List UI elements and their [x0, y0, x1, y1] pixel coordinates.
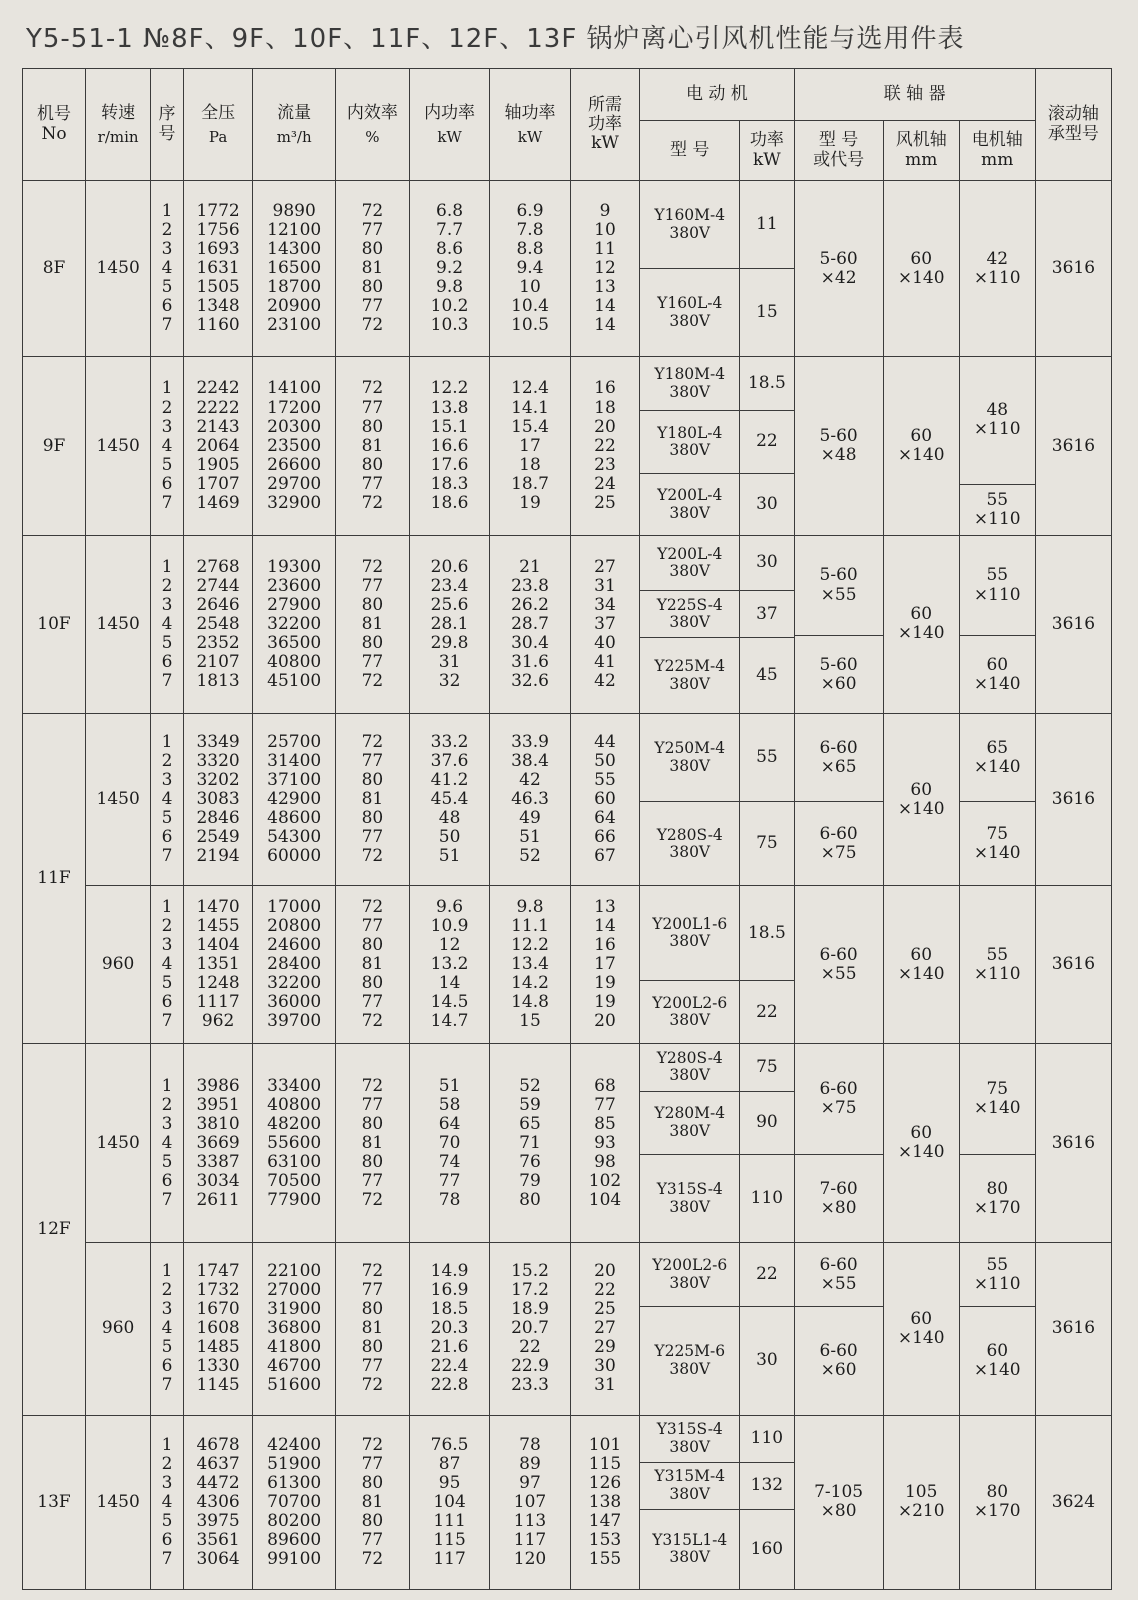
- motor-power-cell: 132: [740, 1462, 794, 1509]
- inner-power-cell: 20.6 23.4 25.6 28.1 29.8 31 32: [409, 535, 489, 713]
- motor-shaft-cell: 80 ×170: [959, 1415, 1035, 1589]
- motor-power-cell: 15: [740, 269, 794, 357]
- pressure-cell: 1747 1732 1670 1608 1485 1330 1145: [183, 1243, 253, 1415]
- speed-cell: 1450: [86, 535, 151, 713]
- motor-model-cell: Y315L1-4 380V: [640, 1509, 740, 1589]
- fan-shaft-cell: 60 ×140: [883, 535, 959, 713]
- motor-shaft-cell: 48 ×110: [959, 357, 1035, 484]
- shaft-power-cell: 52 59 65 71 76 79 80: [490, 1044, 570, 1243]
- coupling-model-cell: 5-60 ×42: [794, 181, 883, 357]
- motor-shaft-cell: 65 ×140: [959, 714, 1035, 802]
- coupling-model-cell: 6-60 ×65: [794, 714, 883, 802]
- motor-power-cell: 30: [740, 474, 794, 536]
- flow-cell: 42400 51900 61300 70700 80200 89600 99100: [253, 1415, 336, 1589]
- header-speed-unit: r/min: [97, 127, 139, 146]
- header-coupling-group: 联 轴 器: [794, 69, 1035, 121]
- motor-model-cell: Y250M-4 380V: [640, 714, 740, 802]
- header-shaft-power: [490, 69, 570, 181]
- header-inner-power-unit: kW: [437, 127, 462, 146]
- header-inner-eff-label: 内效率: [346, 102, 398, 123]
- motor-shaft-cell: 75 ×140: [959, 1044, 1035, 1155]
- motor-power-cell: 37: [740, 591, 794, 638]
- coupling-model-cell: 6-60 ×55: [794, 886, 883, 1044]
- pressure-cell: 3349 3320 3202 3083 2846 2549 2194: [183, 714, 253, 886]
- motor-model-cell: Y200L2-6 380V: [640, 1243, 740, 1307]
- eff-cell: 72 77 80 81 80 77 72: [335, 1415, 409, 1589]
- req-power-cell: 44 50 55 60 64 66 67: [570, 714, 640, 886]
- speed-cell: 1450: [86, 1044, 151, 1243]
- pressure-cell: 4678 4637 4472 4306 3975 3561 3064: [183, 1415, 253, 1589]
- coupling-model-cell: 6-60 ×60: [794, 1306, 883, 1415]
- motor-model-cell: Y200L-4 380V: [640, 474, 740, 536]
- motor-power-cell: 75: [740, 1044, 794, 1091]
- header-motor-model: 型 号: [640, 121, 740, 181]
- eff-cell: 72 77 80 81 80 77 72: [335, 1044, 409, 1243]
- motor-model-cell: Y315S-4 380V: [640, 1155, 740, 1243]
- bearing-cell: 3616: [1035, 1243, 1111, 1415]
- performance-table: [22, 68, 1112, 1590]
- flow-cell: 22100 27000 31900 36800 41800 46700 51600: [253, 1243, 336, 1415]
- req-power-cell: 20 22 25 27 29 30 31: [570, 1243, 640, 1415]
- motor-power-cell: 110: [740, 1415, 794, 1462]
- flow-cell: 9890 12100 14300 16500 18700 20900 23100: [253, 181, 336, 357]
- bearing-cell: 3616: [1035, 181, 1111, 357]
- motor-power-cell: 22: [740, 980, 794, 1044]
- shaft-power-cell: 33.9 38.4 42 46.3 49 51 52: [490, 714, 570, 886]
- motor-model-cell: Y180M-4 380V: [640, 357, 740, 410]
- pressure-cell: 3986 3951 3810 3669 3387 3034 2611: [183, 1044, 253, 1243]
- inner-power-cell: 14.9 16.9 18.5 20.3 21.6 22.4 22.8: [409, 1243, 489, 1415]
- header-flow: [253, 69, 336, 181]
- motor-model-cell: Y315S-4 380V: [640, 1415, 740, 1462]
- inner-power-cell: 12.2 13.8 15.1 16.6 17.6 18.3 18.6: [409, 357, 489, 535]
- header-pressure-unit: Pa: [208, 127, 228, 146]
- header-seq: 序 号: [151, 69, 184, 181]
- motor-model-cell: Y160L-4 380V: [640, 269, 740, 357]
- flow-cell: 25700 31400 37100 42900 48600 54300 60000: [253, 714, 336, 886]
- coupling-model-cell: 6-60 ×75: [794, 802, 883, 886]
- header-shaft-power-label: 轴功率: [504, 102, 556, 123]
- coupling-model-cell: 6-60 ×75: [794, 1044, 883, 1155]
- header-pressure-label: 全压: [201, 102, 236, 123]
- header-speed: [86, 69, 151, 181]
- motor-shaft-cell: 42 ×110: [959, 181, 1035, 357]
- motor-shaft-cell: 55 ×110: [959, 535, 1035, 635]
- shaft-power-cell: 21 23.8 26.2 28.7 30.4 31.6 32.6: [490, 535, 570, 713]
- bearing-cell: 3624: [1035, 1415, 1111, 1589]
- pressure-cell: 1470 1455 1404 1351 1248 1117 962: [183, 886, 253, 1044]
- motor-shaft-cell: 55 ×110: [959, 1243, 1035, 1307]
- inner-power-cell: 6.8 7.7 8.6 9.2 9.8 10.2 10.3: [409, 181, 489, 357]
- req-power-cell: 13 14 16 17 19 19 20: [570, 886, 640, 1044]
- header-speed-label: 转速: [101, 102, 136, 123]
- motor-model-cell: Y200L-4 380V: [640, 535, 740, 590]
- bearing-cell: 3616: [1035, 886, 1111, 1044]
- motor-shaft-cell: 55 ×110: [959, 484, 1035, 535]
- motor-power-cell: 90: [740, 1091, 794, 1155]
- eff-cell: 72 77 80 81 80 77 72: [335, 886, 409, 1044]
- motor-model-cell: Y200L2-6 380V: [640, 980, 740, 1044]
- pressure-cell: 1772 1756 1693 1631 1505 1348 1160: [183, 181, 253, 357]
- motor-model-cell: Y200L1-6 380V: [640, 886, 740, 980]
- req-power-cell: 16 18 20 22 23 24 25: [570, 357, 640, 535]
- pressure-cell: 2242 2222 2143 2064 1905 1707 1469: [183, 357, 253, 535]
- fan-no-11f: 11F: [23, 714, 86, 1044]
- motor-power-cell: 22: [740, 410, 794, 474]
- bearing-cell: 3616: [1035, 535, 1111, 713]
- coupling-model-cell: 5-60 ×60: [794, 636, 883, 714]
- seq-cell: 1 2 3 4 5 6 7: [151, 886, 184, 1044]
- fan-no-13f: 13F: [23, 1415, 86, 1589]
- header-shaft-power-unit: kW: [517, 127, 543, 146]
- seq-cell: 1 2 3 4 5 6 7: [151, 357, 184, 535]
- motor-model-cell: Y280S-4 380V: [640, 1044, 740, 1091]
- bearing-cell: 3616: [1035, 357, 1111, 535]
- speed-cell: 1450: [86, 181, 151, 357]
- bearing-cell: 3616: [1035, 1044, 1111, 1243]
- eff-cell: 72 77 80 81 80 77 72: [335, 1243, 409, 1415]
- speed-cell: 960: [86, 1243, 151, 1415]
- fan-shaft-cell: 60 ×140: [883, 181, 959, 357]
- fan-no-9f: 9F: [23, 357, 86, 535]
- seq-cell: 1 2 3 4 5 6 7: [151, 1243, 184, 1415]
- seq-cell: 1 2 3 4 5 6 7: [151, 181, 184, 357]
- motor-power-cell: 22: [740, 1243, 794, 1307]
- shaft-power-cell: 12.4 14.1 15.4 17 18 18.7 19: [490, 357, 570, 535]
- fan-no-10f: 10F: [23, 535, 86, 713]
- header-flow-label: 流量: [277, 102, 312, 123]
- pressure-cell: 2768 2744 2646 2548 2352 2107 1813: [183, 535, 253, 713]
- header-inner-power-label: 内功率: [424, 102, 476, 123]
- flow-cell: 19300 23600 27900 32200 36500 40800 45100: [253, 535, 336, 713]
- eff-cell: 72 77 80 81 80 77 72: [335, 714, 409, 886]
- shaft-power-cell: 78 89 97 107 113 117 120: [490, 1415, 570, 1589]
- req-power-cell: 68 77 85 93 98 102 104: [570, 1044, 640, 1243]
- motor-shaft-cell: 55 ×110: [959, 886, 1035, 1044]
- fan-no-8f: 8F: [23, 181, 86, 357]
- motor-power-cell: 18.5: [740, 886, 794, 980]
- header-motor-shaft: 电机轴 mm: [959, 121, 1035, 181]
- motor-shaft-cell: 75 ×140: [959, 802, 1035, 886]
- seq-cell: 1 2 3 4 5 6 7: [151, 714, 184, 886]
- motor-shaft-cell: 80 ×170: [959, 1155, 1035, 1243]
- req-power-cell: 27 31 34 37 40 41 42: [570, 535, 640, 713]
- eff-cell: 72 77 80 81 80 77 72: [335, 181, 409, 357]
- fan-no-12f: 12F: [23, 1044, 86, 1415]
- motor-shaft-cell: 60 ×140: [959, 636, 1035, 714]
- fan-shaft-cell: 60 ×140: [883, 1243, 959, 1415]
- motor-shaft-cell: 60 ×140: [959, 1306, 1035, 1415]
- coupling-model-cell: 5-60 ×55: [794, 535, 883, 635]
- coupling-model-cell: 5-60 ×48: [794, 357, 883, 535]
- motor-model-cell: Y225S-4 380V: [640, 591, 740, 638]
- motor-power-cell: 18.5: [740, 357, 794, 410]
- motor-power-cell: 30: [740, 535, 794, 590]
- bearing-cell: 3616: [1035, 714, 1111, 886]
- motor-power-cell: 55: [740, 714, 794, 802]
- coupling-model-cell: 7-60 ×80: [794, 1155, 883, 1243]
- motor-power-cell: 11: [740, 181, 794, 269]
- flow-cell: 14100 17200 20300 23500 26600 29700 32900: [253, 357, 336, 535]
- flow-cell: 17000 20800 24600 28400 32200 36000 39700: [253, 886, 336, 1044]
- inner-power-cell: 9.6 10.9 12 13.2 14 14.5 14.7: [409, 886, 489, 1044]
- motor-power-cell: 75: [740, 802, 794, 886]
- fan-shaft-cell: 60 ×140: [883, 714, 959, 886]
- flow-cell: 33400 40800 48200 55600 63100 70500 77900: [253, 1044, 336, 1243]
- fan-shaft-cell: 105 ×210: [883, 1415, 959, 1589]
- header-model-no: 机号 No: [23, 69, 86, 181]
- header-inner-eff-unit: %: [365, 127, 380, 146]
- motor-model-cell: Y315M-4 380V: [640, 1462, 740, 1509]
- header-pressure: [183, 69, 253, 181]
- motor-model-cell: Y280S-4 380V: [640, 802, 740, 886]
- document-title: Y5-51-1 №8F、9F、10F、11F、12F、13F 锅炉离心引风机性能与选用件表: [26, 24, 965, 54]
- fan-shaft-cell: 60 ×140: [883, 357, 959, 535]
- header-bearing: 滚动轴 承型号: [1035, 69, 1111, 181]
- header-inner-power: [409, 69, 489, 181]
- header-inner-eff: [335, 69, 409, 181]
- motor-power-cell: 30: [740, 1306, 794, 1415]
- inner-power-cell: 76.5 87 95 104 111 115 117: [409, 1415, 489, 1589]
- motor-model-cell: Y225M-4 380V: [640, 638, 740, 714]
- fan-shaft-cell: 60 ×140: [883, 886, 959, 1044]
- req-power-cell: 101 115 126 138 147 153 155: [570, 1415, 640, 1589]
- eff-cell: 72 77 80 81 80 77 72: [335, 357, 409, 535]
- motor-power-cell: 160: [740, 1509, 794, 1589]
- header-fan-shaft: 风机轴 mm: [883, 121, 959, 181]
- motor-model-cell: Y280M-4 380V: [640, 1091, 740, 1155]
- seq-cell: 1 2 3 4 5 6 7: [151, 1044, 184, 1243]
- header-motor-power: 功率 kW: [740, 121, 794, 181]
- inner-power-cell: 33.2 37.6 41.2 45.4 48 50 51: [409, 714, 489, 886]
- speed-cell: 960: [86, 886, 151, 1044]
- header-coupling-model: 型 号 或代号: [794, 121, 883, 181]
- seq-cell: 1 2 3 4 5 6 7: [151, 1415, 184, 1589]
- shaft-power-cell: 15.2 17.2 18.9 20.7 22 22.9 23.3: [490, 1243, 570, 1415]
- motor-model-cell: Y180L-4 380V: [640, 410, 740, 474]
- speed-cell: 1450: [86, 714, 151, 886]
- shaft-power-cell: 6.9 7.8 8.8 9.4 10 10.4 10.5: [490, 181, 570, 357]
- eff-cell: 72 77 80 81 80 77 72: [335, 535, 409, 713]
- motor-power-cell: 45: [740, 638, 794, 714]
- speed-cell: 1450: [86, 357, 151, 535]
- shaft-power-cell: 9.8 11.1 12.2 13.4 14.2 14.8 15: [490, 886, 570, 1044]
- coupling-model-cell: 6-60 ×55: [794, 1243, 883, 1307]
- speed-cell: 1450: [86, 1415, 151, 1589]
- motor-model-cell: Y160M-4 380V: [640, 181, 740, 269]
- header-motor-group: 电 动 机: [640, 69, 794, 121]
- motor-power-cell: 110: [740, 1155, 794, 1243]
- inner-power-cell: 51 58 64 70 74 77 78: [409, 1044, 489, 1243]
- motor-model-cell: Y225M-6 380V: [640, 1306, 740, 1415]
- fan-shaft-cell: 60 ×140: [883, 1044, 959, 1243]
- coupling-model-cell: 7-105 ×80: [794, 1415, 883, 1589]
- header-flow-unit: m³/h: [276, 127, 312, 146]
- req-power-cell: 9 10 11 12 13 14 14: [570, 181, 640, 357]
- seq-cell: 1 2 3 4 5 6 7: [151, 535, 184, 713]
- header-req-power: 所需 功率 kW: [570, 69, 640, 181]
